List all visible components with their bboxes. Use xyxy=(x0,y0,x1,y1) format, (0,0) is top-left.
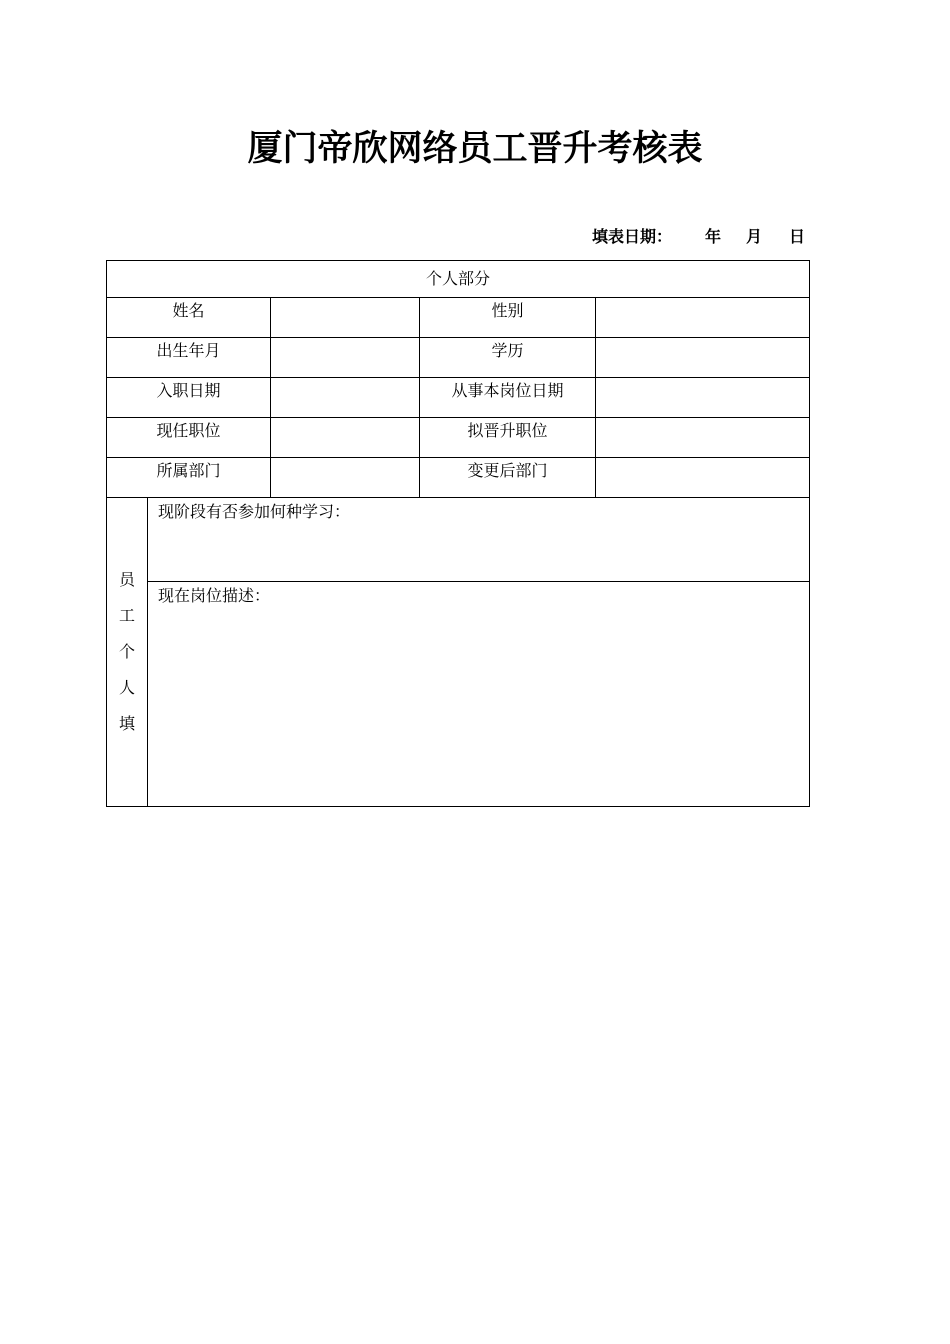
fill-date-label: 填表日期： xyxy=(591,227,672,246)
study-prompt: 现阶段有否参加何种学习： xyxy=(158,502,351,521)
birth-date-label: 出生年月 xyxy=(107,338,271,378)
side-label-char: 个 xyxy=(118,642,135,661)
position-start-date-field[interactable] xyxy=(596,378,810,418)
gender-field[interactable] xyxy=(596,298,810,338)
position-description-field[interactable] xyxy=(148,582,810,807)
proposed-position-field[interactable] xyxy=(596,418,810,458)
new-department-field[interactable] xyxy=(596,458,810,498)
table-row xyxy=(107,458,810,498)
current-position-field[interactable] xyxy=(271,418,420,458)
position-description-prompt: 现在岗位描述： xyxy=(158,586,271,605)
side-label-char: 工 xyxy=(118,606,135,625)
table-row xyxy=(107,418,810,458)
employee-study-row xyxy=(107,498,810,582)
hire-date-field[interactable] xyxy=(271,378,420,418)
birth-date-field[interactable] xyxy=(271,338,420,378)
position-description-row xyxy=(107,582,810,807)
education-field[interactable] xyxy=(596,338,810,378)
fill-date-month: 月 xyxy=(745,227,762,246)
department-label: 所属部门 xyxy=(107,458,271,498)
hire-date-label: 入职日期 xyxy=(107,378,271,418)
side-label-char: 填 xyxy=(118,714,135,733)
promotion-assessment-form xyxy=(106,260,810,807)
employee-self-fill-label xyxy=(107,498,148,807)
side-label-char: 员 xyxy=(118,570,135,589)
side-label-char: 人 xyxy=(118,678,135,697)
study-field[interactable] xyxy=(148,498,810,582)
gender-label: 性别 xyxy=(420,298,596,338)
proposed-position-label: 拟晋升职位 xyxy=(420,418,596,458)
education-label: 学历 xyxy=(420,338,596,378)
new-department-label: 变更后部门 xyxy=(420,458,596,498)
fill-date-year: 年 xyxy=(704,227,721,246)
table-row xyxy=(107,298,810,338)
name-label: 姓名 xyxy=(107,298,271,338)
name-field[interactable] xyxy=(271,298,420,338)
table-row xyxy=(107,338,810,378)
position-start-date-label: 从事本岗位日期 xyxy=(420,378,596,418)
table-row xyxy=(107,378,810,418)
current-position-label: 现任职位 xyxy=(107,418,271,458)
document-title: 厦门帝欣网络员工晋升考核表 xyxy=(247,129,703,169)
fill-date-day: 日 xyxy=(788,227,805,246)
department-field[interactable] xyxy=(271,458,420,498)
section-header-row xyxy=(107,261,810,298)
fill-date xyxy=(0,226,808,248)
section-title: 个人部分 xyxy=(107,261,810,298)
